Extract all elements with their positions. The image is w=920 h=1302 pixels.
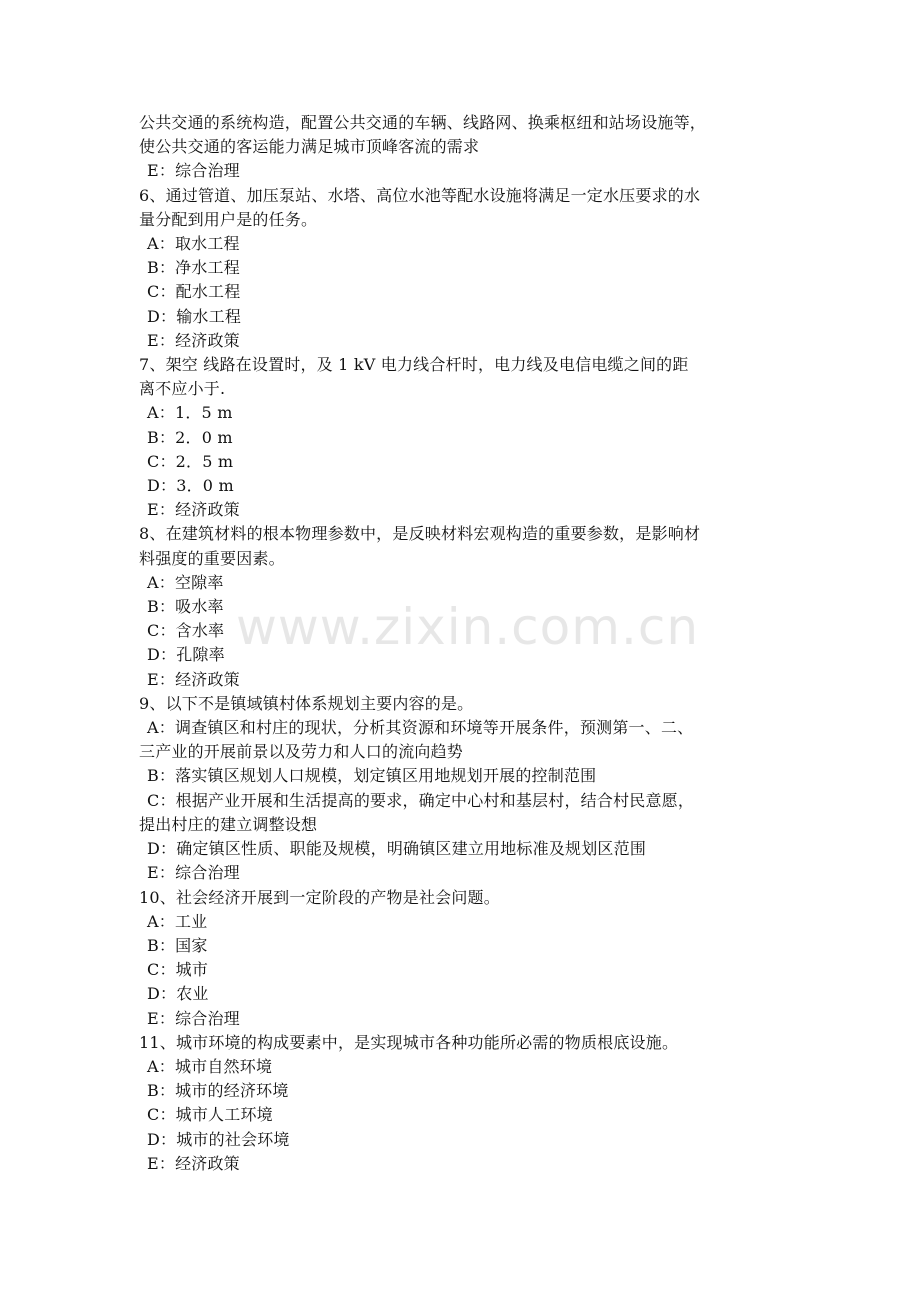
answer-option: C：2．5 m — [147, 451, 234, 471]
answer-option: D：农业 — [147, 984, 209, 1004]
answer-option: B：2．0 m — [147, 427, 233, 447]
answer-option: D：输水工程 — [147, 306, 242, 326]
document-page — [139, 111, 779, 1176]
answer-option: B：净水工程 — [147, 258, 240, 278]
answer-option: A：取水工程 — [147, 234, 240, 254]
answer-option: E：经济政策 — [147, 500, 240, 520]
answer-option: A：空隙率 — [147, 572, 224, 592]
question-text-line: 三产业的开展前景以及劳力和人口的流向趋势 — [139, 742, 464, 762]
answer-option: B：国家 — [147, 935, 208, 955]
answer-option: C：含水率 — [147, 621, 225, 641]
answer-option: E：综合治理 — [147, 863, 240, 883]
question-text-line: 10、社会经济开展到一定阶段的产物是社会问题。 — [139, 887, 500, 907]
answer-option: C：城市 — [147, 960, 209, 980]
answer-option: B：吸水率 — [147, 597, 224, 617]
answer-option: E：经济政策 — [147, 1153, 240, 1173]
answer-option: C：根据产业开展和生活提高的要求，确定中心村和基层村，结合村民意愿， — [147, 790, 695, 810]
answer-option: D：确定镇区性质、职能及规模，明确镇区建立用地标准及规划区范围 — [147, 839, 647, 859]
answer-option: A：城市自然环境 — [147, 1056, 273, 1076]
answer-option: B：城市的经济环境 — [147, 1081, 289, 1101]
answer-option: E：综合治理 — [147, 1008, 240, 1028]
question-text-line: 8、在建筑材料的根本物理参数中，是反映材料宏观构造的重要参数，是影响材 — [139, 524, 701, 544]
answer-option: D：城市的社会环境 — [147, 1129, 290, 1149]
question-text-line: 9、以下不是镇域镇村体系规划主要内容的是。 — [139, 693, 474, 713]
answer-option: C：配水工程 — [147, 282, 241, 302]
question-text-line: 料强度的重要因素。 — [139, 548, 285, 568]
answer-option: A：1．5 m — [147, 403, 233, 423]
question-text-line: 公共交通的系统构造，配置公共交通的车辆、线路网、换乘枢纽和站场设施等， — [139, 113, 707, 132]
question-text-line: 6、通过管道、加压泵站、水塔、高位水池等配水设施将满足一定水压要求的水 — [139, 185, 701, 205]
question-text-line: 使公共交通的客运能力满足城市顶峰客流的需求 — [139, 137, 480, 157]
answer-option: B：落实镇区规划人口规模，划定镇区用地规划开展的控制范围 — [147, 766, 597, 786]
question-text-line: 离不应小于. — [139, 379, 226, 399]
answer-option: E：经济政策 — [147, 330, 240, 350]
answer-option: E：综合治理 — [147, 161, 240, 181]
answer-option: D：孔隙率 — [147, 645, 225, 665]
answer-option: E：经济政策 — [147, 669, 240, 689]
question-text-line: 量分配到用户是的任务。 — [139, 209, 318, 229]
watermark: www.zixin.com.cn — [236, 598, 700, 656]
question-text-line: 7、架空 线路在设置时，及 1 kV 电力线合杆时，电力线及电信电缆之间的距 — [139, 355, 689, 375]
answer-option: A：工业 — [147, 911, 208, 931]
question-text-line: 提出村庄的建立调整设想 — [139, 814, 318, 834]
answer-option: A：调查镇区和村庄的现状，分析其资源和环境等开展条件，预测第一、二、 — [147, 718, 694, 738]
question-text-line: 11、城市环境的构成要素中，是实现城市各种功能所必需的物质根底设施。 — [139, 1032, 679, 1052]
answer-option: C：城市人工环境 — [147, 1105, 273, 1125]
answer-option: D：3．0 m — [147, 476, 234, 496]
